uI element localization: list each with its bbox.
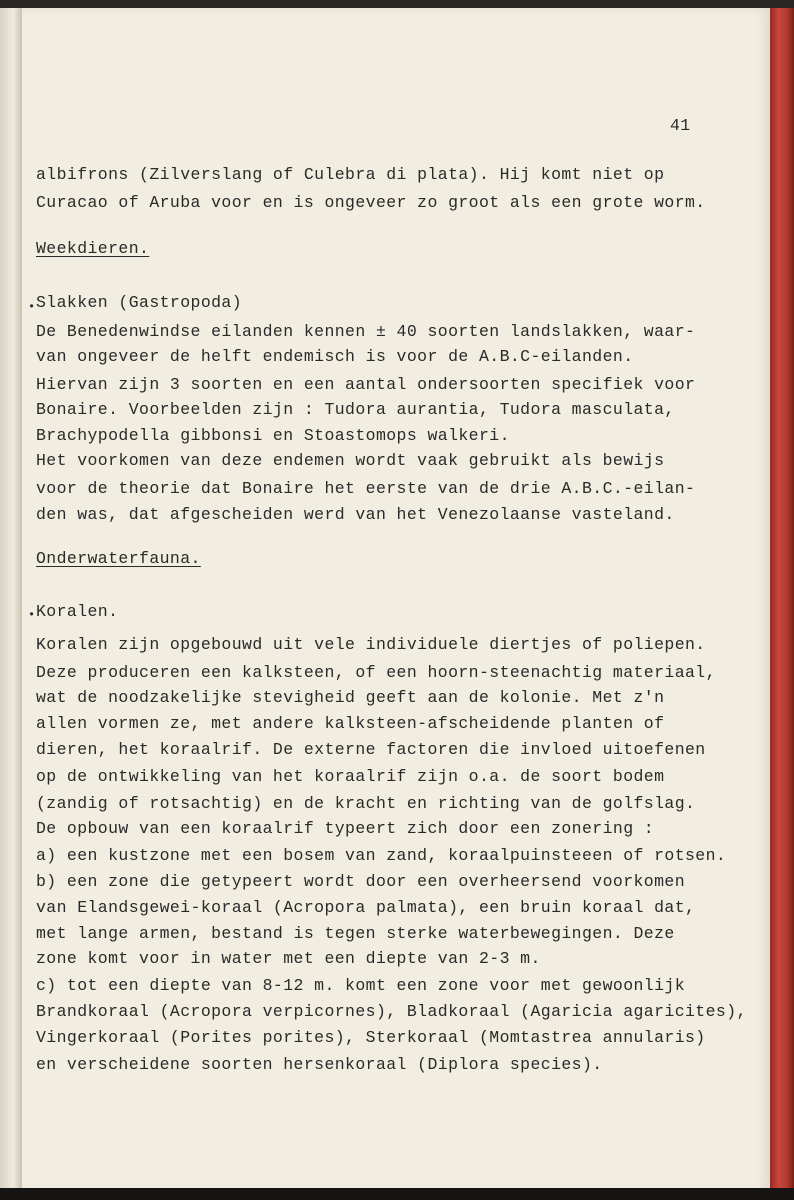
text-line: wat de noodzakelijke stevigheid geeft aan de kolonie. Met z'n [36, 688, 665, 707]
text-line: b) een zone die getypeert wordt door een overheersend voorkomen [36, 872, 686, 891]
text-line: Koralen zijn opgebouwd uit vele individuele diertjes of poliepen. [36, 635, 706, 654]
text-line: Deze produceren een kalksteen, of een hoorn-steenachtig materiaal, [36, 663, 716, 682]
section-heading-onderwaterfauna: Onderwaterfauna. [36, 549, 201, 568]
bullet-dot: • [28, 300, 36, 314]
text-line: en verscheidene soorten hersenkoraal (Diplora species). [36, 1055, 603, 1074]
book-spine [770, 8, 794, 1194]
text-line: Het voorkomen van deze endemen wordt vaak gebruikt als bewijs [36, 451, 665, 470]
text-line: voor de theorie dat Bonaire het eerste van de drie A.B.C.-eilan- [36, 479, 696, 498]
text-line: van ongeveer de helft endemisch is voor de A.B.C-eilanden. [36, 347, 634, 366]
section-heading-weekdieren: Weekdieren. [36, 239, 150, 258]
scan-bottom-edge [0, 1188, 794, 1200]
text-line: dieren, het koraalrif. De externe factoren die invloed uitoefenen [36, 740, 706, 759]
text-line: met lange armen, bestand is tegen sterke waterbewegingen. Deze [36, 924, 675, 943]
text-line: zone komt voor in water met een diepte van 2-3 m. [36, 949, 541, 968]
bullet-dot: • [28, 608, 36, 622]
text-line: allen vormen ze, met andere kalksteen-afscheidende planten of [36, 714, 665, 733]
page-number: 41 [670, 116, 691, 135]
text-line: Hiervan zijn 3 soorten en een aantal ondersoorten specifiek voor [36, 375, 696, 394]
text-line: Vingerkoraal (Porites porites), Sterkoraal (Momtastrea annularis) [36, 1028, 706, 1047]
text-line: Bonaire. Voorbeelden zijn : Tudora aurantia, Tudora masculata, [36, 400, 675, 419]
text-line: (zandig of rotsachtig) en de kracht en richting van de golfslag. [36, 794, 696, 813]
page-text [22, 8, 770, 1194]
subheading-slakken: Slakken (Gastropoda) [36, 293, 243, 312]
text-line: De opbouw van een koraalrif typeert zich door een zonering : [36, 819, 655, 838]
subheading-koralen: Koralen. [36, 602, 119, 621]
binding-edge [0, 8, 22, 1194]
document-page [22, 8, 770, 1194]
text-line: Brandkoraal (Acropora verpicornes), Bladkoraal (Agaricia agaricites), [36, 1002, 747, 1021]
text-line: a) een kustzone met een bosem van zand, koraalpuinsteeen of rotsen. [36, 846, 727, 865]
text-line: van Elandsgewei-koraal (Acropora palmata), een bruin koraal dat, [36, 898, 696, 917]
text-line: den was, dat afgescheiden werd van het Venezolaanse vasteland. [36, 505, 675, 524]
text-line: Curacao of Aruba voor en is ongeveer zo groot als een grote worm. [36, 193, 706, 212]
text-line: op de ontwikkeling van het koraalrif zijn o.a. de soort bodem [36, 767, 665, 786]
text-line: Brachypodella gibbonsi en Stoastomops walkeri. [36, 426, 510, 445]
text-line: c) tot een diepte van 8-12 m. komt een zone voor met gewoonlijk [36, 976, 686, 995]
text-line: albifrons (Zilverslang of Culebra di plata). Hij komt niet op [36, 165, 665, 184]
text-line: De Benedenwindse eilanden kennen ± 40 soorten landslakken, waar- [36, 322, 696, 341]
